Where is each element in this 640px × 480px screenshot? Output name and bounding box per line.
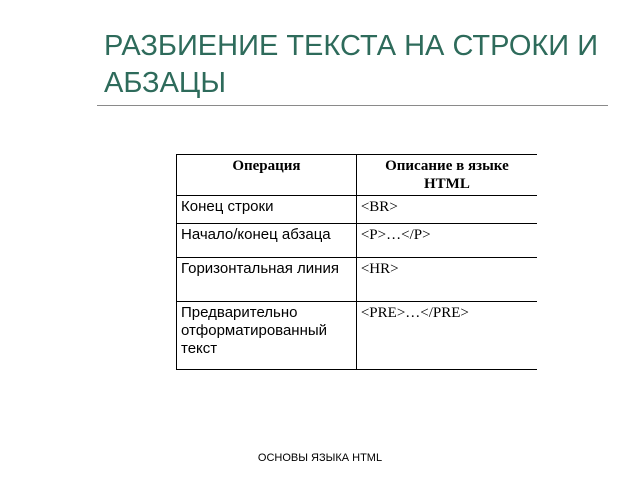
cell-operation: Конец строки [177, 196, 357, 224]
table-row [177, 196, 538, 224]
slide-footer: ОСНОВЫ ЯЗЫКА HTML [257, 452, 383, 464]
cell-description: <P>…</P> [356, 224, 537, 258]
cell-description: <BR> [356, 196, 537, 224]
header-description: Описание в языке HTML [356, 155, 537, 196]
title-divider [97, 105, 608, 106]
cell-description: <PRE>…</PRE> [356, 302, 537, 370]
cell-operation: Предварительно отформатированный текст [177, 302, 357, 370]
table-row [177, 224, 538, 258]
cell-operation: Начало/конец абзаца [177, 224, 357, 258]
cell-operation: Горизонтальная линия [177, 258, 357, 302]
header-operation: Операция [177, 155, 357, 196]
cell-description: <HR> [356, 258, 537, 302]
table-header-row [177, 155, 538, 196]
operations-table [176, 154, 537, 370]
slide-title: РАЗБИЕНИЕ ТЕКСТА НА СТРОКИ И АБЗАЦЫ [104, 30, 599, 99]
table-row [177, 258, 538, 302]
table-row [177, 302, 538, 370]
